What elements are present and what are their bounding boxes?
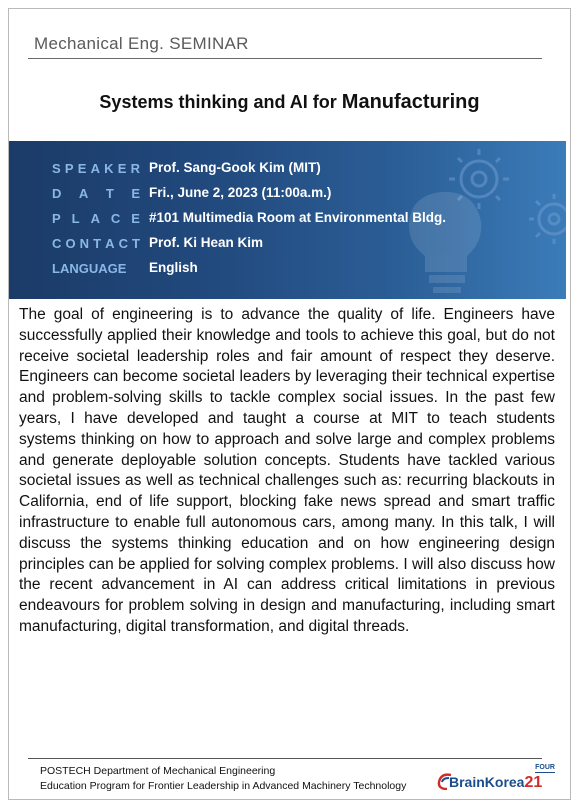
info-label-letter: T [93,236,102,251]
info-label-letter: C [118,236,128,251]
info-label-speaker [52,161,140,176]
logo-brand-text: BrainKorea [449,774,525,790]
info-label-letter: C [110,211,121,226]
info-label-text: LANGUAGE [52,261,127,276]
info-label-letter: L [71,211,80,226]
info-label-place [52,211,140,226]
info-label-letter: K [104,161,114,176]
info-value-date: Fri., June 2, 2023 (11:00a.m.) [149,185,332,200]
info-label-letter: A [90,161,100,176]
logo-brand [449,774,542,792]
info-row-contact [9,233,549,255]
brainkorea21-logo [437,764,555,794]
info-label-letter: C [52,236,62,251]
info-label-date [52,186,140,201]
abstract-text: The goal of engineering is to advance the quality of life. Engineers have successfully applied their knowledge and tools to achieve this goal, but do not receive societal leadership roles and fair amount of respect they deserve. Engineers can become societal leaders by leveraging their technical expertise and problem-solving skills to tackle complex social issues. In the past few years, I have developed and taught a course at MIT to teach students systems thinking on how to approach and solve large and complex problems and generate deployable solution concepts. Students have tackled various societal issues as well as technical challenges such as: recurring blackouts in California, end of life support, blocking fake news spread and smart traffic infrastructure to enable full autonomous cars, among many. In this talk, I will discuss the systems thinking education and on how engineering design principles can be applied for solving complex problems. I will also discuss how the recent advancement in AI can address critical limitations in previous endeavours for problem solving in design and manufacturing, including smart manufacturing, digital transformation, and digital threads. [19,306,555,635]
info-label-letter: E [131,186,140,201]
info-label-letter: T [132,236,140,251]
logo-four: FOUR [535,764,555,771]
title-part-2: Manufacturing [341,91,480,113]
info-value-contact: Prof. Ki Hean Kim [149,235,264,250]
info-label-letter: A [105,236,115,251]
info-row-speaker [9,158,549,180]
seminar-kicker: Mechanical Eng. SEMINAR [34,34,249,53]
info-label-letter: D [52,186,62,201]
info-label-letter: E [131,211,140,226]
info-value-speaker: Prof. Sang-Gook Kim (MIT) [149,160,321,175]
info-label-language [52,261,140,276]
info-label-contact [52,236,140,251]
info-label-letter: O [65,236,76,251]
footer-program: Education Program for Frontier Leadership in Advanced Machinery Technology [40,780,407,792]
logo-number: 21 [524,774,543,791]
info-label-letter: P [52,211,61,226]
info-label-letter: T [105,186,114,201]
title-part-1: Systems thinking and AI for [99,92,342,112]
info-label-letter: N [79,236,90,251]
info-banner [9,141,566,299]
info-label-letter: E [77,161,87,176]
info-value-place: #101 Multimedia Room at Environmental Bldg. [149,210,447,225]
info-label-letter: S [52,161,61,176]
seminar-title [0,91,579,114]
info-row-place [9,208,549,230]
info-label-letter: R [130,161,140,176]
header-divider [28,58,542,59]
info-row-language [9,258,549,280]
info-label-letter: A [78,186,89,201]
footer-department: POSTECH Department of Mechanical Engineering [40,765,276,777]
info-row-date [9,183,549,205]
info-label-letter: P [64,161,74,176]
footer-divider [28,758,542,759]
info-value-language: English [149,260,198,275]
info-label-letter: A [90,211,100,226]
info-label-letter: E [117,161,127,176]
